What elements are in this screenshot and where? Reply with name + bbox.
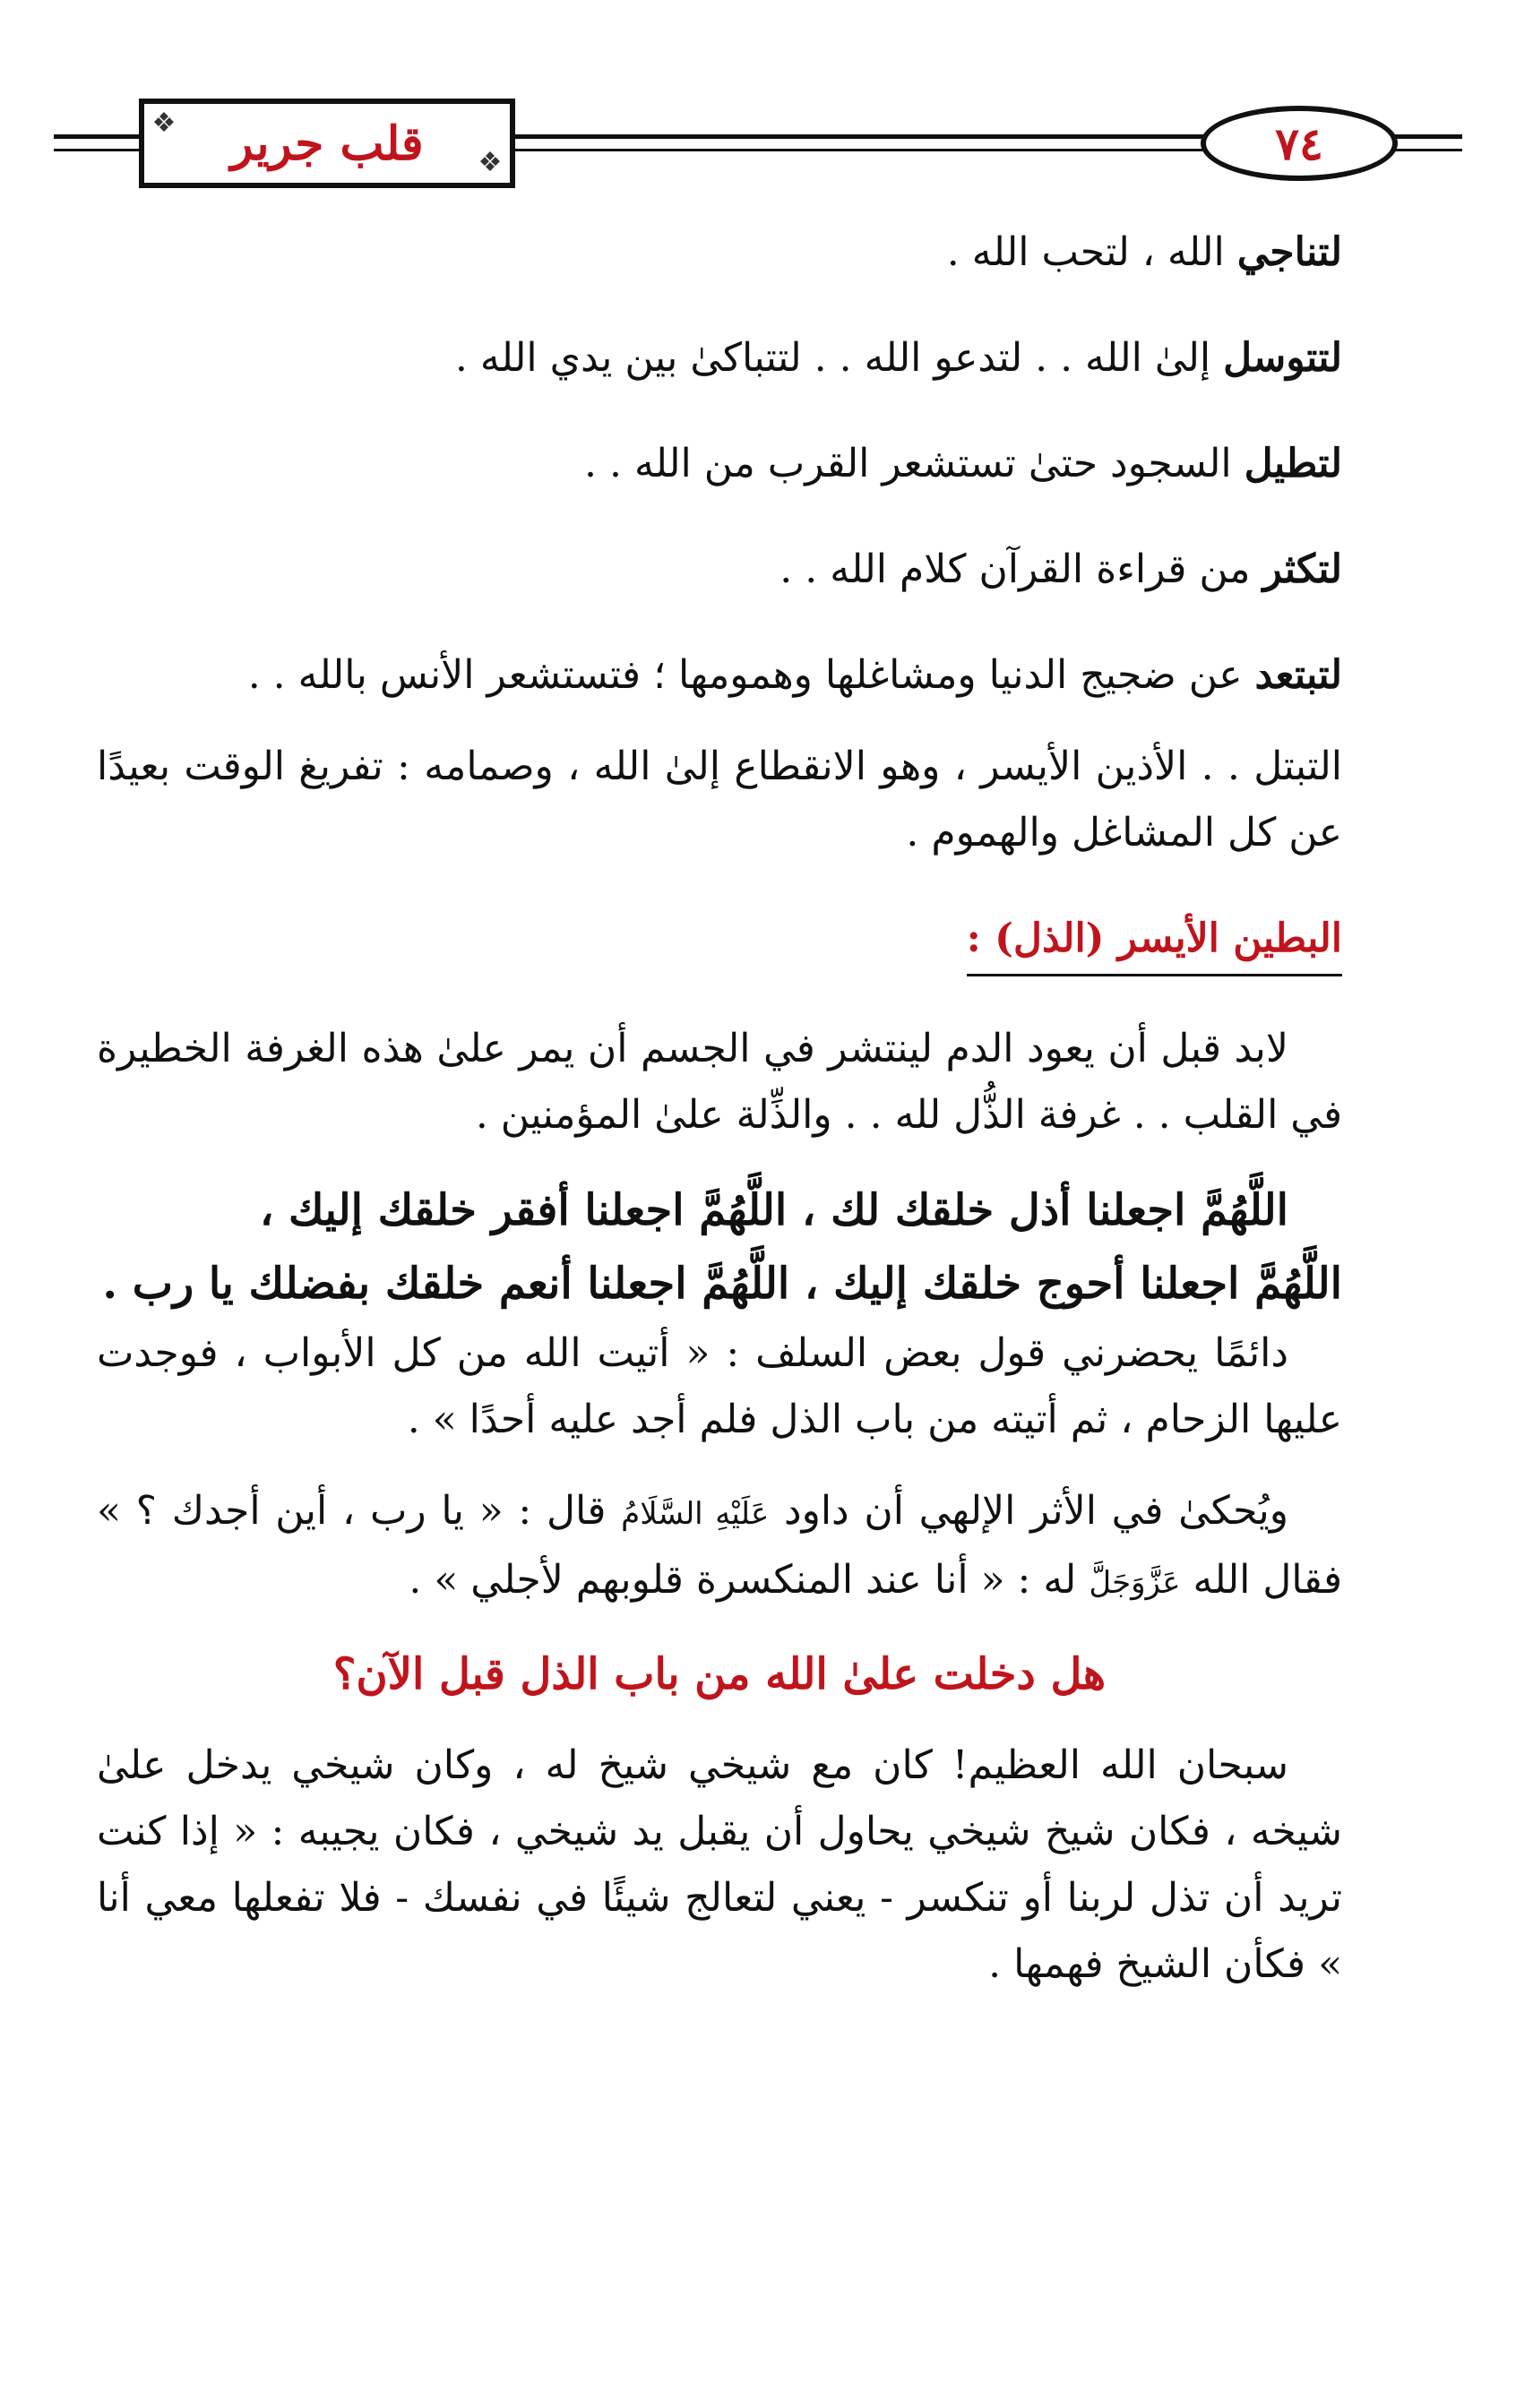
text-span: له : « أنا عند المنكسرة قلوبهم لأجلي » . — [409, 1557, 1090, 1603]
section-heading-ventricle — [97, 906, 1342, 976]
line-text: من قراءة القرآن كلام الله . . — [780, 546, 1263, 592]
running-title-box — [139, 99, 515, 188]
line-text: السجود حتىٰ تستشعر القرب من الله . . — [584, 441, 1245, 486]
line-text: عن ضجيج الدنيا ومشاغلها وهمومها ؛ فتستشعر الأنس بالله . . — [247, 652, 1255, 698]
running-title: قلب جرير — [230, 116, 424, 171]
prayer-line-2: اللَّهُمَّ اجعلنا أحوج خلقك إليك ، اللَّهُمَّ اجعلنا أنعم خلقك بفضلك يا رب . — [102, 1259, 1342, 1309]
paragraph-dawud — [97, 1478, 1342, 1616]
paragraph-shaykh: سبحان الله العظيم! كان مع شيخي شيخ له ، وكان شيخي يدخل علىٰ شيخه ، فكان شيخ شيخي يحاول أن يقبل يد شيخي ، فكان يجيبه : « إذا كنت تريد أن تذل لربنا أو تنكسر - يعني لتعالج شيئًا في نفسك - فلا تفعلها معي أنا » فكأن الشيخ فهمها . — [97, 1742, 1342, 1987]
text-span: قال : « يا رب ، أين أجدك ؟ » فقال الله — [97, 1488, 1342, 1603]
list-line-2 — [97, 325, 1342, 391]
ornament-icon: ❖ — [151, 108, 177, 139]
page-body — [97, 219, 1342, 1998]
line-lead: لتطيل — [1244, 441, 1342, 486]
text-span: ويُحكىٰ في الأثر الإلهي أن داود — [769, 1488, 1288, 1534]
honorific: عَزَّوَجَلَّ — [1089, 1565, 1181, 1601]
section-heading-question: هل دخلت علىٰ الله من باب الذل قبل الآن؟ — [332, 1649, 1107, 1699]
page-header — [0, 0, 1516, 206]
line-text: إلىٰ الله . . لتدعو الله . . لتتباكىٰ بين يدي الله . — [454, 335, 1224, 381]
line-lead: لتبتعد — [1254, 652, 1342, 698]
ornament-icon: ❖ — [478, 147, 503, 178]
line-lead: لتتوسل — [1223, 335, 1342, 381]
prayer-line-1: اللَّهُمَّ اجعلنا أذل خلقك لك ، اللَّهُمَّ اجعلنا أفقر خلقك إليك ، — [259, 1185, 1288, 1235]
paragraph-tabattul: التبتل . . الأذين الأيسر ، وهو الانقطاع إلىٰ الله ، وصمامه : تفريغ الوقت بعيدًا عن كل المشاغل والهموم . — [97, 744, 1342, 856]
list-line-3 — [97, 431, 1342, 497]
line-text: الله ، لتحب الله . — [946, 229, 1237, 275]
honorific: عَلَيْهِ السَّلَامُ — [621, 1496, 770, 1532]
page-number: ٧٤ — [1275, 116, 1323, 170]
paragraph-ventricle: لابد قبل أن يعود الدم لينتشر في الجسم أن يمر علىٰ هذه الغرفة الخطيرة في القلب . . غرفة الذُّل لله . . والذِّلة علىٰ المؤمنين . — [97, 1026, 1342, 1138]
list-line-1 — [97, 219, 1342, 286]
line-lead: لتكثر — [1262, 546, 1342, 592]
heading-text: البطين الأيسر (الذل) : — [967, 906, 1342, 976]
list-line-5 — [97, 642, 1342, 709]
line-lead: لتناجي — [1236, 229, 1342, 275]
paragraph-salaf: دائمًا يحضرني قول بعض السلف : « أتيت الله من كل الأبواب ، فوجدت عليها الزحام ، ثم أتيته من باب الذل فلم أجد عليه أحدًا » . — [97, 1330, 1342, 1442]
list-line-4 — [97, 537, 1342, 603]
page-number-oval — [1201, 106, 1398, 181]
